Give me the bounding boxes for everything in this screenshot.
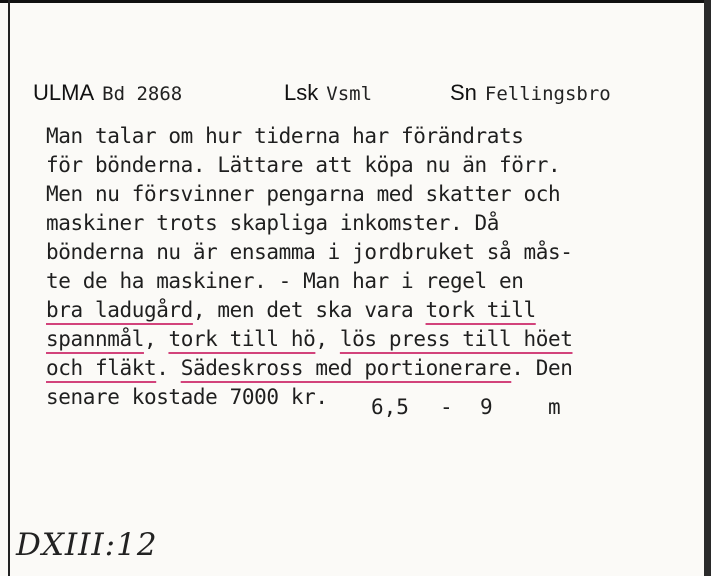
text-segment: ,: [143, 327, 169, 351]
parish-field: [450, 80, 611, 110]
underlined-phrase: spannmål: [46, 327, 144, 351]
text-line: Man talar om hur tiderna har förändrats: [46, 124, 524, 148]
text-segment: .: [156, 356, 181, 380]
text-segment: . Den: [511, 356, 573, 380]
text-segment: ,: [315, 327, 340, 351]
parish-label: Sn: [450, 80, 477, 105]
underlined-phrase: lös press till höet: [339, 327, 573, 351]
archive-field: [33, 80, 182, 110]
archive-number: Bd 2868: [102, 83, 183, 105]
archive-label: ULMA: [33, 80, 95, 105]
underlined-phrase: Sädeskross med portionerare: [180, 356, 512, 380]
measure-unit: m: [548, 395, 561, 419]
card-top-edge: [0, 0, 711, 3]
text-line: [46, 296, 696, 325]
measure-to: 9: [480, 395, 493, 419]
underlined-phrase: och fläkt: [46, 356, 157, 380]
county-value: Vsml: [326, 83, 373, 105]
parish-value: Fellingsbro: [484, 83, 611, 105]
text-line: Men nu försvinner pengarna med skatter och: [46, 182, 561, 206]
handwritten-signum: DXIII:12: [16, 527, 158, 563]
text-line: te de ha maskiner. - Man har i regel en: [46, 269, 524, 293]
text-line: maskiner trots skapliga inkomster. Då: [46, 211, 499, 235]
county-label: Lsk: [284, 80, 319, 105]
card-right-edge: [704, 0, 711, 576]
underlined-phrase: tork till: [425, 298, 536, 322]
county-field: [284, 80, 372, 110]
record-text: [46, 122, 696, 412]
text-segment: , men det ska vara: [192, 298, 426, 322]
underlined-phrase: tork till hö: [168, 327, 316, 351]
text-line: senare kostade 7000 kr.: [46, 385, 328, 409]
measure-dash: -: [440, 395, 453, 419]
text-line: [46, 354, 696, 383]
text-line: för bönderna. Lättare att köpa nu än förr.: [46, 153, 561, 177]
text-line: bönderna nu är ensamma i jordbruket så mås-: [46, 240, 573, 264]
measure-from: 6,5: [371, 395, 409, 419]
card-left-edge: [8, 0, 10, 576]
text-line: [46, 325, 696, 354]
underlined-phrase: bra ladugård: [46, 298, 193, 322]
